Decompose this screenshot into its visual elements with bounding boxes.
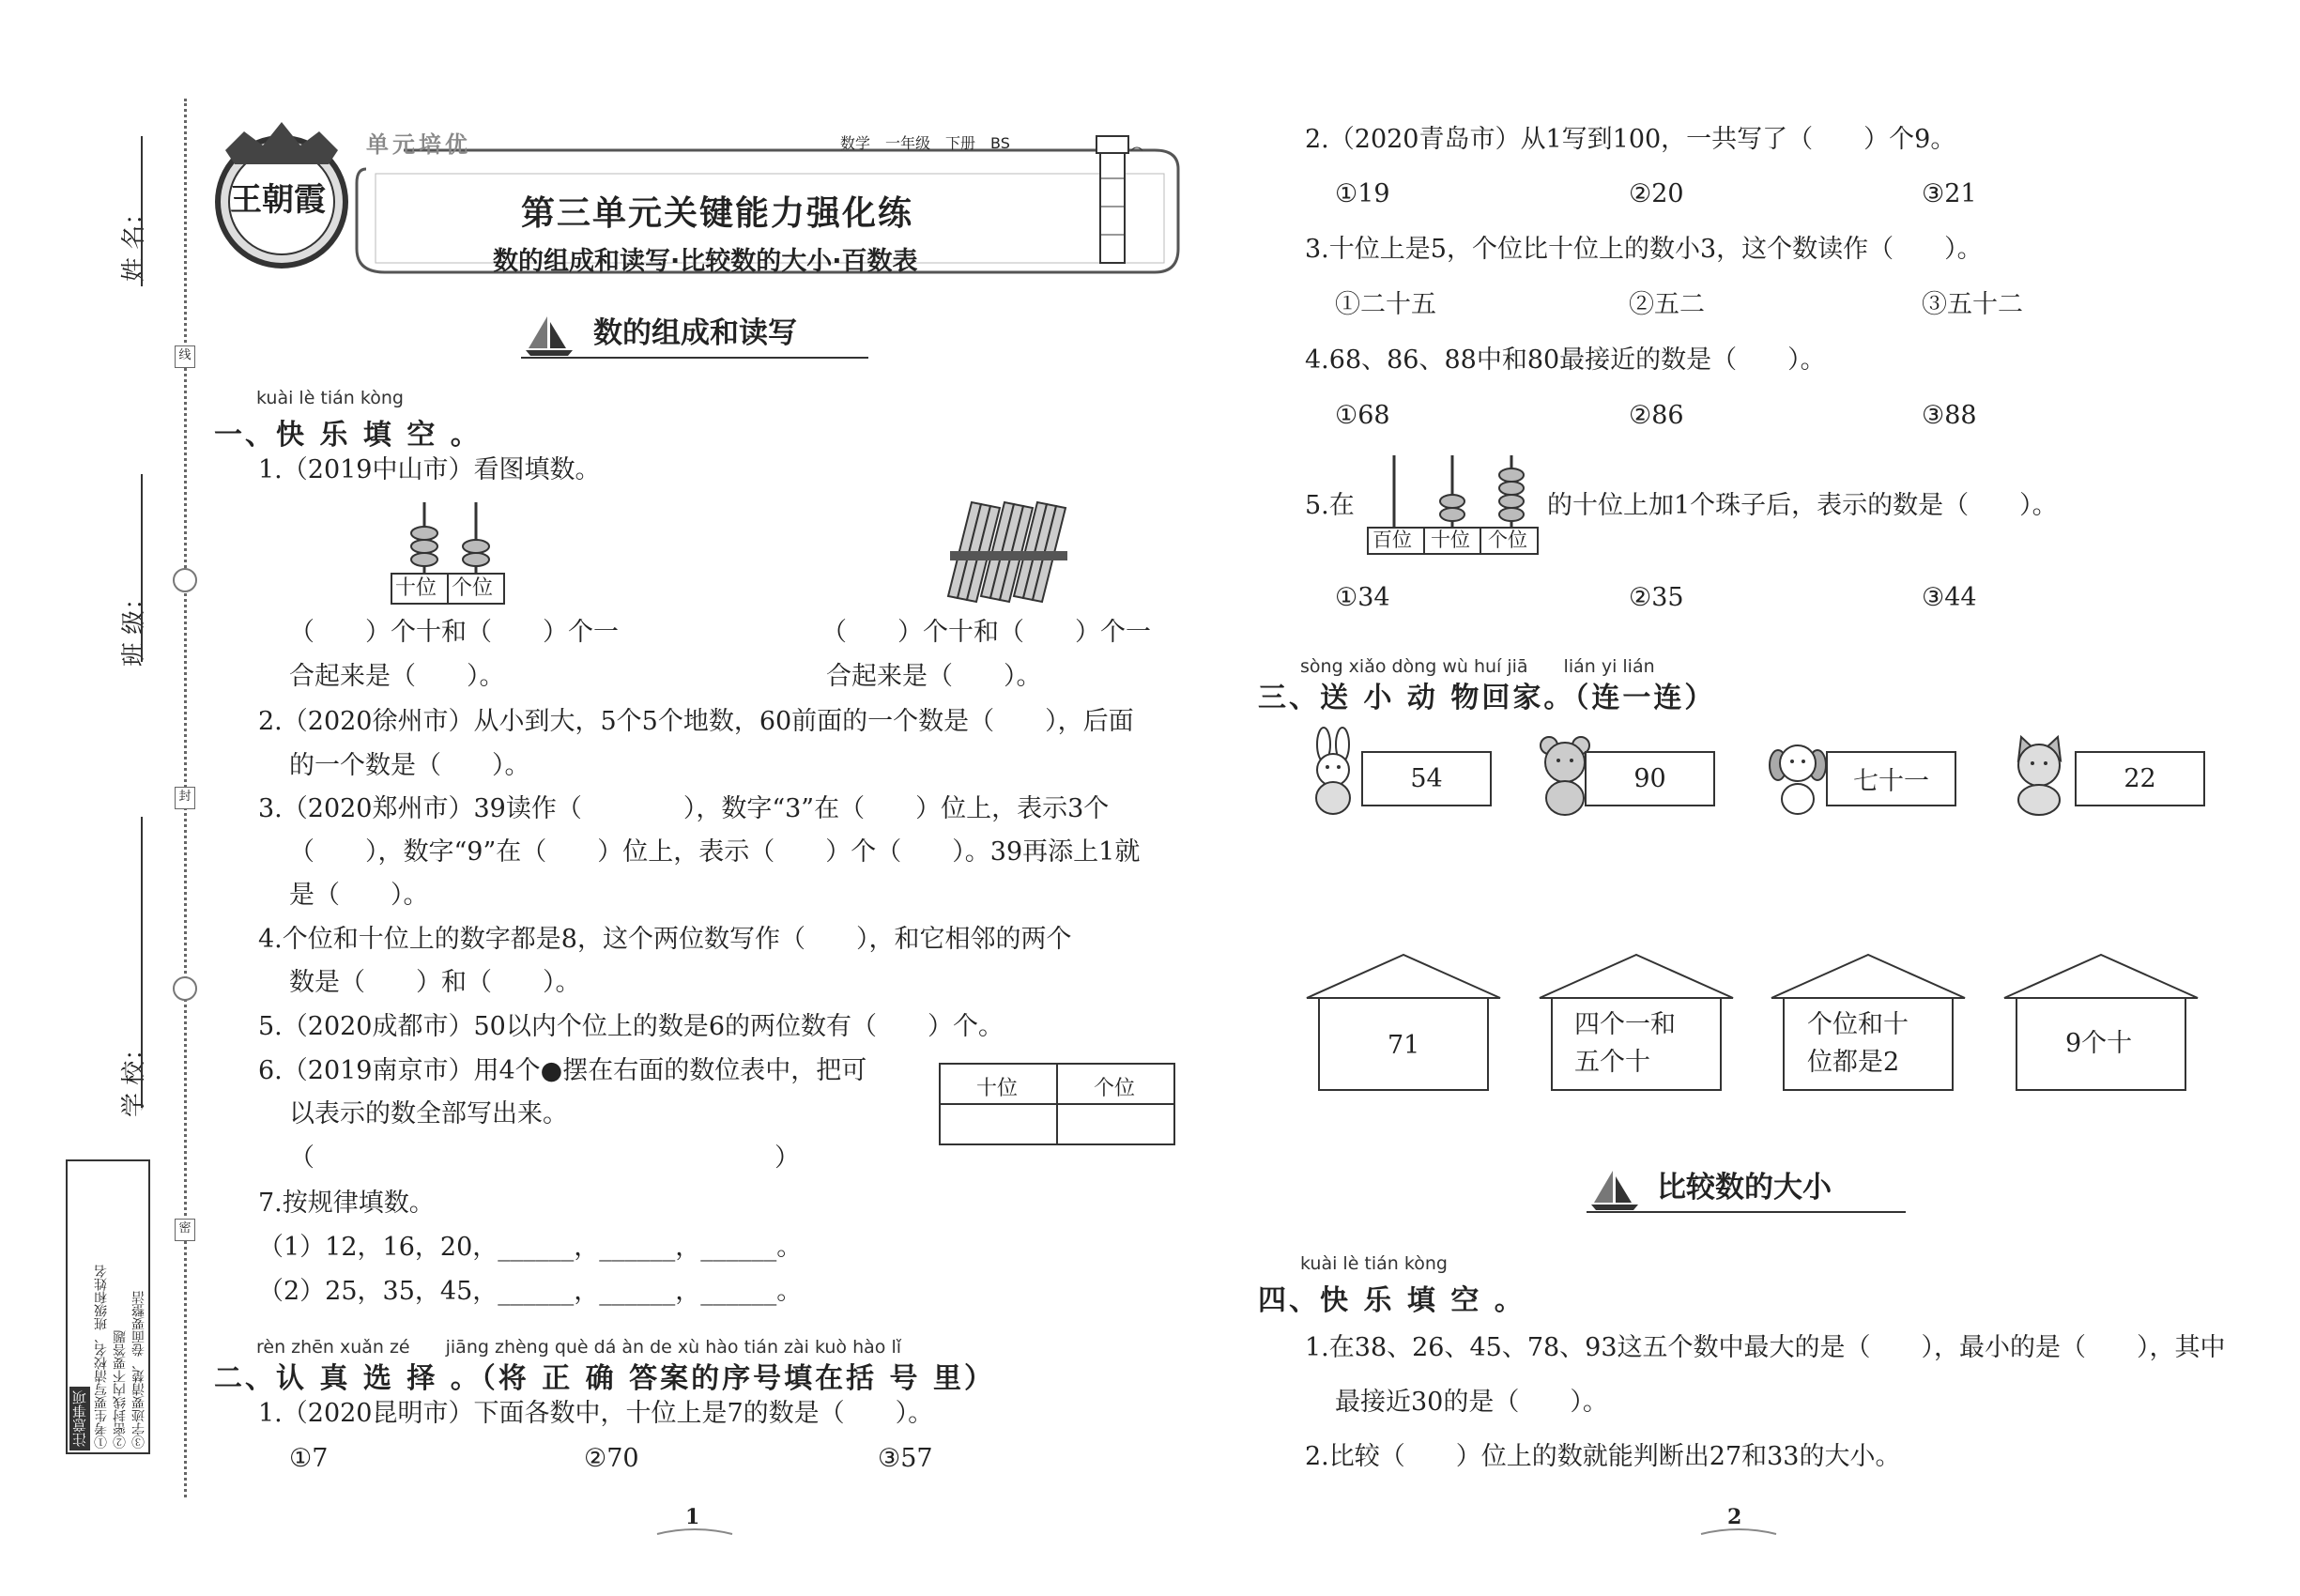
q3-line1: 3.（2020郑州市）39读作（ ），数字“3”在（ ）位上，表示3个 <box>258 794 1110 823</box>
r-q5-post: 的十位上加1个珠子后，表示的数是（ ）。 <box>1547 491 2058 520</box>
q1-b-line2: 合起来是（ ）。 <box>826 662 1042 691</box>
q1-a-line2: 合起来是（ ）。 <box>289 662 505 691</box>
part3-pinyin: sòng xiǎo dòng wù huí jiā lián yi lián <box>1300 656 1655 677</box>
seal-icon <box>173 976 197 1001</box>
header-meta: 数学 一年级 下册 BS <box>840 134 1010 152</box>
part4-pinyin: kuài lè tián kòng <box>1300 1253 1448 1274</box>
abacus-label-tens: 十位 <box>395 576 437 600</box>
q6-paren-close: ） <box>774 1143 800 1173</box>
sailboat-icon <box>521 315 577 357</box>
p2-q1-text: 1.（2020昆明市）下面各数中，十位上是7的数是（ ）。 <box>258 1399 934 1428</box>
part1-title: 一、快 乐 填 空 。 <box>214 419 482 452</box>
r-q4-opt3: ③88 <box>1922 401 1977 430</box>
r-q4-opt1: ①68 <box>1335 401 1390 430</box>
r-q2-opt3: ③21 <box>1922 179 1977 208</box>
house-label: 9个十 <box>2065 1029 2133 1058</box>
animal-value-box: 七十一 <box>1826 751 1956 806</box>
r-q2-opt2: ②20 <box>1629 179 1684 208</box>
q1-b-line1: （ ）个十和（ ）个一 <box>821 618 1151 647</box>
page-number-2: 2 <box>1727 1505 1742 1529</box>
house-label: 71 <box>1388 1031 1420 1060</box>
notice-item: ③字迹要清楚、卷面要整洁 <box>131 1291 146 1449</box>
school-label: 学 校： <box>120 1036 148 1117</box>
r-q4-text: 4.68、86、88中和80最接近的数是（ ）。 <box>1305 345 1826 375</box>
cut-mark-1: 线 <box>175 345 195 368</box>
q1-text: 1.（2019中山市）看图填数。 <box>258 455 601 484</box>
house-icon <box>1305 953 1502 1094</box>
p2-q1-opt1: ①7 <box>289 1444 329 1473</box>
abacus3-label-hundreds: 百位 <box>1372 529 1412 551</box>
p2-q1-opt2: ②70 <box>584 1444 639 1473</box>
r-q3-opt1: ①二十五 <box>1335 290 1436 319</box>
notice-item: ②密封线内不要答题 <box>113 1330 128 1449</box>
house-label: 五个十 <box>1574 1048 1650 1077</box>
table-header-ones: 个位 <box>1094 1077 1136 1100</box>
house-label: 位都是2 <box>1807 1048 1900 1077</box>
r-q2-opt1: ①19 <box>1335 179 1390 208</box>
q3-line3: 是（ ）。 <box>289 881 429 910</box>
part4-title: 四、快 乐 填 空 。 <box>1258 1284 1526 1317</box>
class-label: 班 级： <box>120 585 148 667</box>
page-ornament <box>1701 1528 1776 1540</box>
abacus3-label-ones: 个位 <box>1488 529 1527 551</box>
page-title: 第三单元关键能力强化练 <box>521 194 914 233</box>
page-ornament <box>657 1528 732 1540</box>
animal-value-box: 22 <box>2075 751 2205 806</box>
q2-line1: 2.（2020徐州市）从小到大，5个5个地数，60前面的一个数是（ ），后面 <box>258 707 1134 736</box>
stick-bundles-icon <box>929 493 1080 606</box>
q6-line1: 6.（2019南京市）用4个●摆在右面的数位表中，把可 <box>258 1056 867 1085</box>
r-q5-opt1: ①34 <box>1335 583 1390 612</box>
rabbit-icon <box>1300 728 1366 817</box>
cut-mark-3: 密 <box>175 1219 195 1241</box>
logo-text: 王朝霞 <box>230 181 326 219</box>
header-tag: 单元培优 <box>366 131 471 158</box>
part2-title: 二、认 真 选 择 。（将 正 确 答案的序号填在括 号 里） <box>214 1362 995 1395</box>
sailboat-icon <box>1587 1169 1643 1211</box>
q6-paren-open: （ <box>289 1143 314 1173</box>
p4-q2: 2.比较（ ）位上的数就能判断出27和33的大小。 <box>1305 1442 1901 1471</box>
r-q4-opt2: ②86 <box>1629 401 1684 430</box>
page-number-1: 1 <box>685 1505 700 1529</box>
q5-text: 5.（2020成都市）50以内个位上的数是6的两位数有（ ）个。 <box>258 1012 1004 1041</box>
abacus3-label-tens: 十位 <box>1431 529 1470 551</box>
cat-icon <box>2004 732 2075 817</box>
q3-line2: （ ），数字“9”在（ ）位上，表示（ ）个（ ）。39再添上1就 <box>289 837 1141 867</box>
r-q3-opt2: ②五二 <box>1629 290 1705 319</box>
r-q5-pre: 5.在 <box>1305 491 1355 520</box>
q7-1: （1）12，16，20，______，______，______。 <box>258 1233 803 1262</box>
place-value-table <box>939 1063 1175 1145</box>
house-icon <box>2002 953 2200 1094</box>
seal-icon <box>173 568 197 592</box>
r-q2-text: 2.（2020青岛市）从1写到100，一共写了（ ）个9。 <box>1305 125 1956 154</box>
banner-underline <box>1587 1211 1906 1213</box>
dog-icon <box>1765 737 1831 817</box>
banner-underline <box>521 357 868 359</box>
animal-value-box: 54 <box>1361 751 1492 806</box>
section-banner-2: 比较数的大小 <box>1657 1171 1832 1205</box>
q1-a-line1: （ ）个十和（ ）个一 <box>289 618 619 647</box>
q7-2: （2）25，35，45，______，______，______。 <box>258 1277 803 1306</box>
school-field[interactable] <box>141 817 143 1108</box>
r-q5-opt3: ③44 <box>1922 583 1977 612</box>
q7-text: 7.按规律填数。 <box>258 1189 435 1218</box>
p4-q1-line2: 最接近30的是（ ）。 <box>1335 1388 1608 1417</box>
abacus-label-ones: 个位 <box>452 576 494 600</box>
part1-pinyin: kuài lè tián kòng <box>256 388 404 408</box>
r-q3-opt3: ③五十二 <box>1922 290 2023 319</box>
house-label: 个位和十 <box>1807 1010 1909 1039</box>
notice-title: 注意事项 <box>69 1387 90 1450</box>
r-q5-opt2: ②35 <box>1629 583 1684 612</box>
page-subtitle: 数的组成和读写·比较数的大小·百数表 <box>493 247 918 276</box>
house-label: 四个一和 <box>1574 1010 1676 1039</box>
notice-box <box>66 1159 150 1454</box>
q4-line1: 4.个位和十位上的数字都是8，这个两位数写作（ ），和它相邻的两个 <box>258 925 1072 954</box>
cut-mark-2: 封 <box>175 787 195 809</box>
part3-title: 三、送 小 动 物回家。（连一连） <box>1258 682 1716 714</box>
animal-value-box: 90 <box>1585 751 1715 806</box>
part2-pinyin: rèn zhēn xuǎn zé jiāng zhèng què dá àn de xù hào tián zài kuò hào lǐ <box>256 1337 901 1358</box>
r-q3-text: 3.十位上是5，个位比十位上的数小3，这个数读作（ ）。 <box>1305 235 1983 264</box>
q2-line2: 的一个数是（ ）。 <box>289 751 530 780</box>
name-field[interactable] <box>141 136 143 286</box>
table-header-tens: 十位 <box>976 1077 1019 1100</box>
p4-q1-line1: 1.在38、26、45、78、93这五个数中最大的是（ ），最小的是（ ），其中 <box>1305 1333 2226 1362</box>
q6-line2: 以表示的数全部写出来。 <box>289 1099 568 1128</box>
name-label: 姓 名： <box>120 200 148 282</box>
q4-line2: 数是（ ）和（ ）。 <box>289 968 581 997</box>
lighthouse-icon <box>1080 127 1155 268</box>
class-field[interactable] <box>141 474 143 662</box>
p2-q1-opt3: ③57 <box>878 1444 933 1473</box>
notice-item: ①考生要写清校名、班级和姓名 <box>94 1265 109 1449</box>
section-banner-1: 数的组成和读写 <box>593 316 797 350</box>
